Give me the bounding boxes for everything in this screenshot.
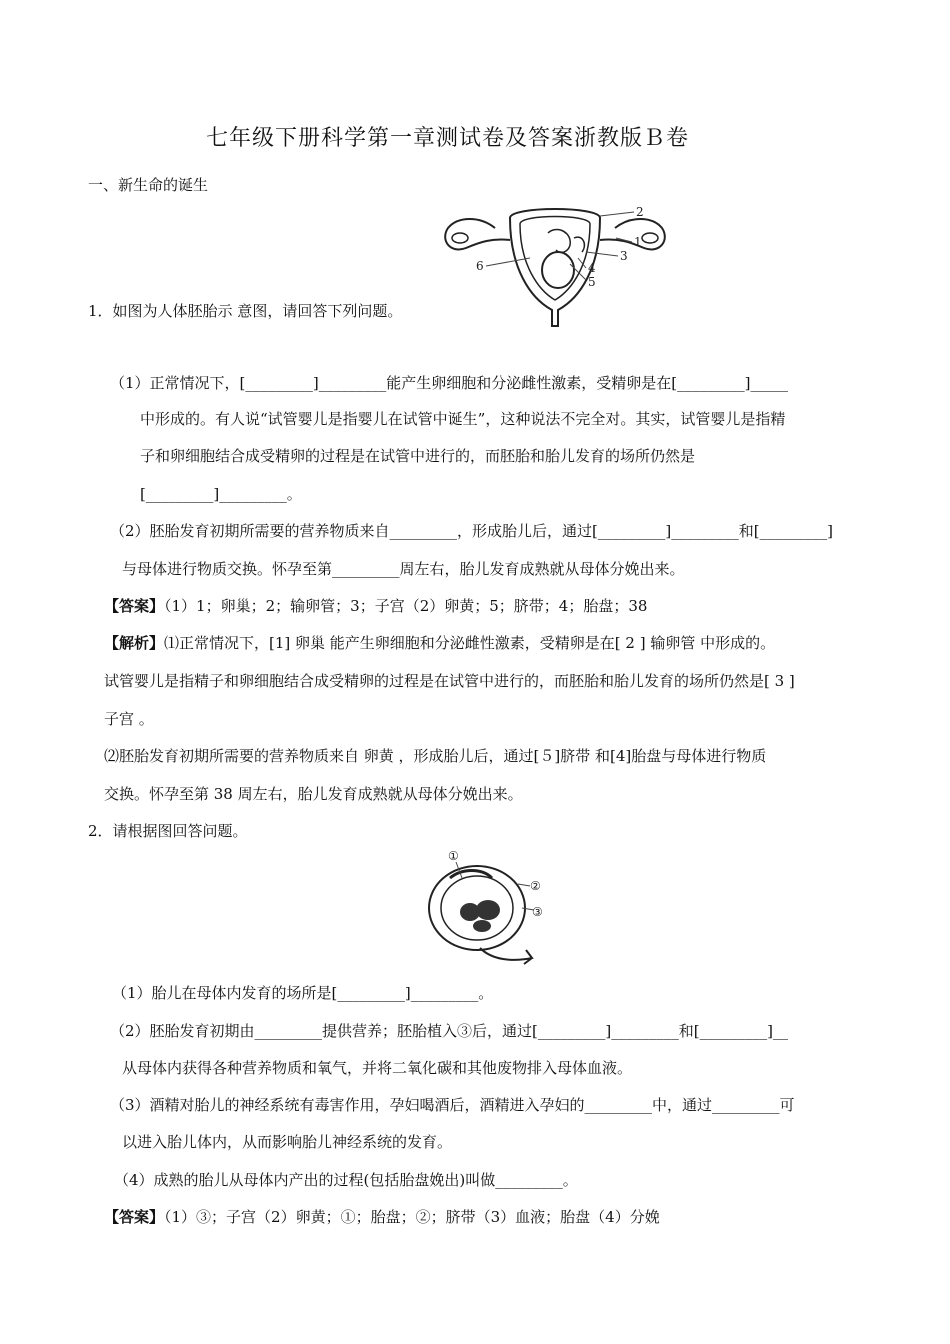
q2-sub3-line2: 以进入胎儿体内，从而影响胎儿神经系统的发育。 (122, 1133, 453, 1151)
fig1-label: 4 (588, 261, 596, 275)
q1-analysis-line4: ⑵胚胎发育初期所需要的营养物质来自 卵黄 ，形成胎儿后，通过[５]脐带 和[4]胎盘与母体进行物质 (104, 747, 767, 765)
fig2-label: ② (530, 879, 541, 893)
fig1-label: 5 (588, 275, 596, 289)
q2-sub2-line2: 从母体内获得各种营养物质和氧气，并将二氧化碳和其他废物排入母体血液。 (122, 1059, 633, 1077)
q2-answer (104, 1208, 660, 1226)
section-heading: 一、新生命的诞生 (88, 176, 209, 194)
q2-sub4: （4）成熟的胎儿从母体内产出的过程(包括胎盘娩出)叫做_________。 (114, 1171, 578, 1189)
answer-text: （1）1；卵巢；2；输卵管；3；子宫（2）卵黄；5；脐带；4；胎盘；38 (164, 597, 648, 615)
q1-analysis-line5: 交换。怀孕至第 38 周左右，胎儿发育成熟就从母体分娩出来。 (104, 785, 523, 803)
answer-text: （1）③；子宫（2）卵黄；①；胎盘；②；脐带（3）血液；胎盘（4）分娩 (164, 1208, 660, 1226)
answer-tag: 【答案】 (104, 597, 165, 615)
fig1-label: 2 (636, 205, 644, 219)
q1-part1-line3: 子和卵细胞结合成受精卵的过程是在试管中进行的，而胚胎和胎儿发育的场所仍然是 (140, 447, 696, 465)
question-2-stem: 2．请根据图回答问题。 (88, 822, 248, 840)
q2-sub1: （1）胎儿在母体内发育的场所是[_________]_________。 (112, 984, 494, 1002)
q2-sub3-line1: （3）酒精对胎儿的神经系统有毒害作用，孕妇喝酒后，酒精进入孕妇的_________中，通过_________可 (110, 1096, 795, 1114)
q1-part1-line4: [_________]_________。 (140, 485, 302, 503)
analysis-tag: 【解析】 (104, 634, 165, 652)
analysis-text: ⑴正常情况下，[1] 卵巢 能产生卵细胞和分泌雌性激素，受精卵是在[ 2 ] 输卵管 中形成的。 (164, 634, 776, 652)
fig1-label: 3 (620, 249, 628, 263)
q1-analysis-line2: 试管婴儿是指精子和卵细胞结合成受精卵的过程是在试管中进行的，而胚胎和胎儿发育的场所仍然是[ 3 ] (104, 672, 795, 690)
fig1-label: 1 (634, 235, 642, 249)
q1-part1-line1: （1）正常情况下，[_________]_________能产生卵细胞和分泌雌性激素，受精卵是在[_________]_____ (110, 374, 788, 392)
fig2-label: ③ (532, 905, 543, 919)
question-1-stem: 1．如图为人体胚胎示 意图，请回答下列问题。 (88, 302, 403, 320)
answer-tag: 【答案】 (104, 1208, 165, 1226)
uterus-embryo-figure (440, 198, 680, 338)
q1-analysis-line3: 子宫 。 (104, 710, 154, 728)
q1-part1-line2: 中形成的。有人说“试管婴儿是指婴儿在试管中诞生”，这种说法不完全对。其实，试管婴儿是指精 (140, 410, 786, 428)
q1-part2-line1: （2）胚胎发育初期所需要的营养物质来自_________，形成胎儿后，通过[_________]_________和[_________] (110, 522, 833, 540)
fig2-label: ① (448, 849, 459, 863)
q2-sub2-line1: （2）胚胎发育初期由_________提供营养；胚胎植入③后，通过[_________]_________和[_________]__ (110, 1022, 788, 1040)
q1-analysis-line1 (104, 634, 775, 652)
fig1-label: 6 (476, 259, 484, 273)
q1-answer (104, 597, 647, 615)
fetus-uterus-figure (422, 848, 552, 978)
page-title: 七年级下册科学第一章测试卷及答案浙教版Ｂ卷 (206, 126, 690, 151)
q1-part2-line2: 与母体进行物质交换。怀孕至第_________周左右，胎儿发育成熟就从母体分娩出来。 (122, 560, 685, 578)
